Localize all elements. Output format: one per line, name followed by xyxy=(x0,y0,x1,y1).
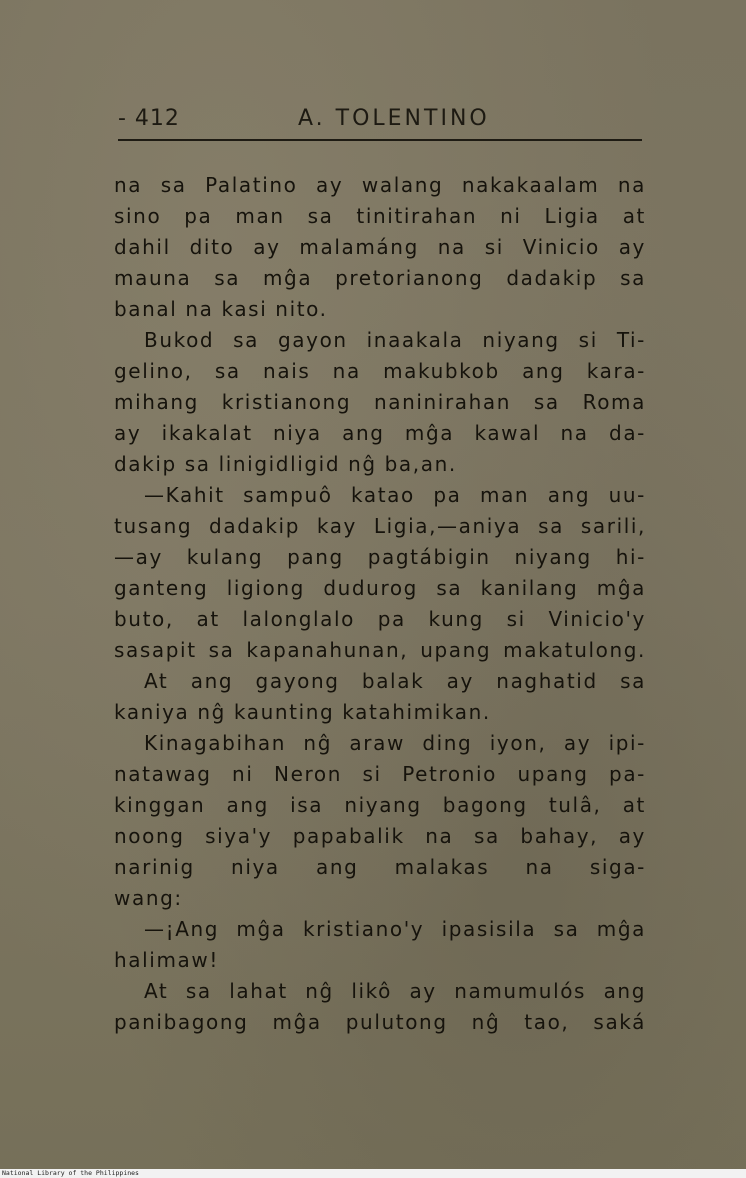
text-line: natawag ni Neron si Petronio upang pa- xyxy=(114,762,646,786)
text-line: kinggan ang isa niyang bagong tulâ, at xyxy=(114,793,646,817)
text-line: tusang dadakip kay Ligia,—aniya sa sarili, xyxy=(114,514,646,538)
text-line: ay ikakalat niya ang mĝa kawal na da- xyxy=(114,421,646,445)
text-line: mihang kristianong naninirahan sa Roma xyxy=(114,390,646,414)
text-line: kaniya nĝ kaunting katahimikan. xyxy=(114,700,491,724)
text-line: wang: xyxy=(114,886,183,910)
body-text xyxy=(114,170,646,1038)
page-number: - 412 xyxy=(118,106,180,131)
text-line: noong siya'y papabalik na sa bahay, ay xyxy=(114,824,646,848)
running-title: A. TOLENTINO xyxy=(298,106,490,131)
text-line: narinig niya ang malakas na siga- xyxy=(114,855,646,879)
running-head xyxy=(118,106,642,140)
library-credit: National Library of the Philippines xyxy=(2,1169,139,1177)
text-line: buto, at lalonglalo pa kung si Vinicio'y xyxy=(114,607,646,631)
text-line: Kinagabihan nĝ araw ding iyon, ay ipi- xyxy=(144,731,646,755)
text-line: —Kahit sampuô katao pa man ang uu- xyxy=(144,483,646,507)
header-rule xyxy=(118,139,642,141)
text-line: —¡Ang mĝa kristiano'y ipasisila sa mĝa xyxy=(144,917,646,941)
text-line: na sa Palatino ay walang nakakaalam na xyxy=(114,173,646,197)
text-line: halimaw! xyxy=(114,948,219,972)
text-line: sino pa man sa tinitirahan ni Ligia at xyxy=(114,204,646,228)
text-line: At sa lahat nĝ likô ay namumulós ang xyxy=(144,979,646,1003)
text-line: sasapit sa kapanahunan, upang makatulong. xyxy=(114,638,646,662)
text-line: ganteng ligiong dudurog sa kanilang mĝa xyxy=(114,576,646,600)
text-line: dahil dito ay malamáng na si Vinicio ay xyxy=(114,235,646,259)
text-line: dakip sa linigidligid nĝ ba,an. xyxy=(114,452,457,476)
text-line: —ay kulang pang pagtábigin niyang hi- xyxy=(114,545,646,569)
text-line: banal na kasi nito. xyxy=(114,297,328,321)
text-line: panibagong mĝa pulutong nĝ tao, saká xyxy=(114,1010,646,1034)
text-line: gelino, sa nais na makubkob ang kara- xyxy=(114,359,646,383)
text-line: At ang gayong balak ay naghatid sa xyxy=(144,669,646,693)
text-line: Bukod sa gayon inaakala niyang si Ti- xyxy=(144,328,646,352)
text-line: mauna sa mĝa pretorianong dadakip sa xyxy=(114,266,646,290)
